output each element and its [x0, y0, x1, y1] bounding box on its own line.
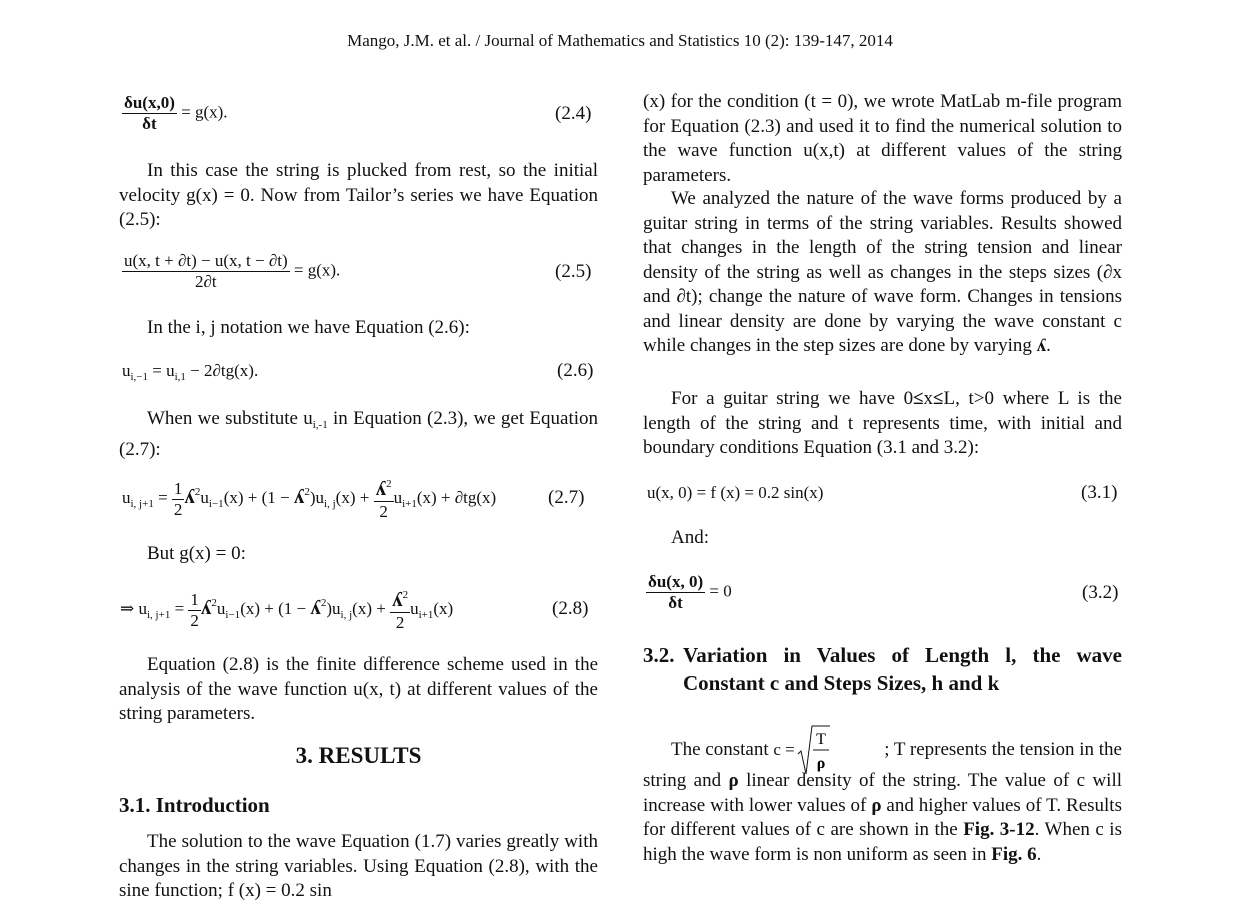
- equation-number-2-7: (2.7): [548, 487, 585, 508]
- equation-rhs: = 0: [709, 581, 732, 601]
- text-run: .: [1036, 843, 1042, 865]
- lambda-symbol: ʎ: [200, 594, 212, 619]
- denominator: 2∂t: [194, 272, 217, 291]
- sqrt-denominator: ρ: [816, 755, 826, 772]
- text-run: and higher values of T. Results for different values of c are shown in the: [643, 794, 1122, 840]
- subscript: i−1: [208, 497, 224, 510]
- text-run: We analyzed the nature of the wave forms produced by a guitar string in terms of the string variables. Results showed that changes in the length of the string tension and linear density of the string as well as changes in the steps sizes (∂x and ∂t); change the nature of wave form. Changes in tensions and linear density are done by varying the wave constant c while changes in the step sizes are done by varying: [643, 188, 1122, 356]
- eq-text: (x): [433, 598, 454, 618]
- paragraph-plucked: In this case the string is plucked from rest, so the initial velocity g(x) = 0. Now from Tailor’s series we have Equation (2.5):: [119, 160, 598, 230]
- fraction: [122, 93, 177, 134]
- numerator: δu(x,0): [124, 93, 175, 112]
- fraction: [646, 572, 705, 613]
- equation-2-4: [122, 93, 228, 134]
- equation-number-2-6: (2.6): [557, 360, 594, 381]
- eq-text: =: [153, 487, 172, 507]
- equation-3-1: u(x, 0) = f (x) = 0.2 sin(x): [647, 483, 824, 502]
- paragraph-guitar-string: [643, 387, 1122, 461]
- numerator: u(x, t + ∂t) − u(x, t − ∂t): [124, 251, 288, 270]
- denominator: 2: [379, 502, 388, 521]
- subscript: i, j+1: [130, 497, 154, 510]
- eq-text: )u: [309, 487, 325, 507]
- figure-reference[interactable]: Fig. 3-12: [963, 819, 1035, 840]
- numerator: δu(x, 0): [648, 572, 704, 591]
- less-equal-symbol: ≤: [933, 388, 944, 409]
- subscript: i+1: [418, 608, 434, 621]
- text-run: For a guitar string we have 0: [671, 388, 914, 409]
- lambda-symbol: ʎ: [375, 476, 387, 500]
- c-equals: c =: [773, 739, 795, 759]
- symbol: u: [410, 598, 419, 618]
- equation-2-7: [122, 476, 496, 522]
- fraction-lambda: [374, 476, 394, 522]
- text-run: . When c is high the wave form is non uniform as seen in: [643, 819, 1122, 865]
- equation-rhs: = g(x).: [181, 102, 228, 122]
- symbol: u: [200, 487, 209, 507]
- section-title-line1: Variation in Values of Length l, the wave: [683, 643, 1122, 667]
- equation-number-2-5: (2.5): [555, 261, 592, 282]
- subscript: i,1: [174, 371, 186, 383]
- fraction-lambda: [390, 587, 410, 633]
- superscript: 2: [304, 485, 310, 498]
- text-run: .: [1046, 335, 1051, 356]
- rho-symbol: ρ: [728, 770, 739, 791]
- symbol: u: [216, 598, 226, 618]
- paragraph-but-g: But g(x) = 0:: [147, 543, 246, 564]
- eq-text: (x) +: [335, 487, 374, 507]
- subsection-heading-variation: [643, 643, 1122, 696]
- equation-number-2-4: (2.4): [555, 103, 592, 124]
- text-run: x: [923, 388, 934, 409]
- figure-reference[interactable]: Fig. 6: [991, 843, 1037, 865]
- equation-3-2: [646, 572, 732, 613]
- eq-text: (x) + (1 −: [223, 487, 294, 507]
- paragraph-solution: The solution to the wave Equation (1.7) varies greatly with changes in the string variables. Using Equation (2.8), with the sine function; f (x) = 0.2 sin: [119, 831, 598, 901]
- denominator: 2: [190, 610, 199, 630]
- equation-2-5: [122, 251, 340, 292]
- symbol: u: [122, 487, 131, 507]
- paragraph-and: And:: [671, 527, 709, 548]
- heading-text: 3. RESULTS: [295, 743, 422, 768]
- lambda-symbol: ʎ: [1036, 335, 1047, 356]
- sqrt-numerator: T: [815, 731, 826, 748]
- numerator: 1: [190, 589, 199, 609]
- eq-text: = u: [148, 361, 175, 380]
- text-run: linear density of the string. The value of c will increase with lower values of: [643, 770, 1122, 816]
- text-run: When we substitute u: [147, 408, 313, 429]
- subscript: i,-1: [312, 419, 328, 431]
- paragraph-substitute: [119, 407, 598, 462]
- fraction-half: [172, 479, 185, 520]
- subscript: i, j+1: [147, 608, 171, 621]
- lambda-symbol: ʎ: [184, 483, 195, 508]
- equation-2-6: [122, 361, 258, 383]
- equation-number-3-1: (3.1): [1081, 482, 1118, 503]
- less-equal-symbol: ≤: [913, 388, 924, 409]
- section-title-line2: Constant c and Steps Sizes, h and k: [683, 671, 1000, 695]
- superscript: 2: [386, 478, 392, 490]
- text-run: ; T represents the tension in the: [884, 738, 1122, 760]
- equation-number-3-2: (3.2): [1082, 582, 1119, 603]
- eq-text: − 2∂tg(x).: [185, 361, 259, 380]
- superscript: 2: [194, 485, 201, 498]
- section-number: 3.2.: [643, 643, 675, 667]
- superscript: 2: [211, 596, 217, 609]
- rho-symbol: ρ: [871, 794, 882, 816]
- equation-rhs: = g(x).: [293, 260, 341, 280]
- denominator: 2: [173, 499, 183, 519]
- lambda-symbol: ʎ: [310, 594, 321, 619]
- eq-text: (x) +: [352, 598, 391, 618]
- symbol: u: [122, 361, 131, 380]
- paragraph-matlab: (x) for the condition (t = 0), we wrote MatLab m-file program for Equation (2.3) and used it to find the numerical solution to the wave function u(x,t) at different values of the string parameters.: [643, 91, 1122, 186]
- fraction: [122, 251, 290, 292]
- superscript: 2: [320, 596, 327, 609]
- text-run: in Equation (2.3), we get Equation (2.7):: [119, 408, 598, 460]
- symbol: u: [393, 487, 403, 507]
- text-run: string and: [643, 770, 729, 791]
- symbol: u: [138, 598, 147, 618]
- denominator: δt: [142, 114, 157, 133]
- equation-2-8: [120, 587, 453, 633]
- lambda-symbol: ʎ: [392, 587, 403, 611]
- subsection-heading-introduction: 3.1. Introduction: [119, 793, 270, 817]
- subscript: i, j: [340, 608, 353, 621]
- subscript: i−1: [225, 608, 241, 621]
- eq-text: )u: [326, 598, 341, 618]
- subscript: i,−1: [130, 371, 149, 383]
- running-header: Mango, J.M. et al. / Journal of Mathematics and Statistics 10 (2): 139-147, 2014: [347, 31, 893, 50]
- eq-text: (x) + ∂tg(x): [416, 487, 497, 507]
- subscript: i, j: [324, 497, 336, 510]
- text-run: The constant: [671, 738, 774, 760]
- superscript: 2: [402, 589, 409, 601]
- fraction-half: [188, 590, 201, 631]
- paragraph-ij-notation: In the i, j notation we have Equation (2.6):: [147, 317, 470, 338]
- eq-text: (x) + (1 −: [240, 598, 311, 618]
- eq-text: =: [170, 598, 189, 618]
- lambda-symbol: ʎ: [293, 483, 305, 508]
- paragraph-string-density: [643, 769, 1122, 867]
- denominator: 2: [395, 613, 405, 632]
- paragraph-analyzed: [643, 187, 1122, 359]
- subscript: i+1: [402, 497, 417, 510]
- denominator: δt: [668, 593, 683, 612]
- equation-number-2-8: (2.8): [552, 598, 589, 619]
- implies-arrow: ⇒: [120, 598, 139, 618]
- text-run: L, t>0 where L is the length of the string and t represents time, with initial and boundary conditions Equation (3.1 and 3.2):: [643, 388, 1122, 458]
- paragraph-finite-difference: Equation (2.8) is the finite difference scheme used in the analysis of the wave function u(x, t) at different values of the string parameters.: [119, 654, 598, 724]
- numerator: 1: [173, 478, 183, 498]
- section-heading-results: [119, 743, 598, 769]
